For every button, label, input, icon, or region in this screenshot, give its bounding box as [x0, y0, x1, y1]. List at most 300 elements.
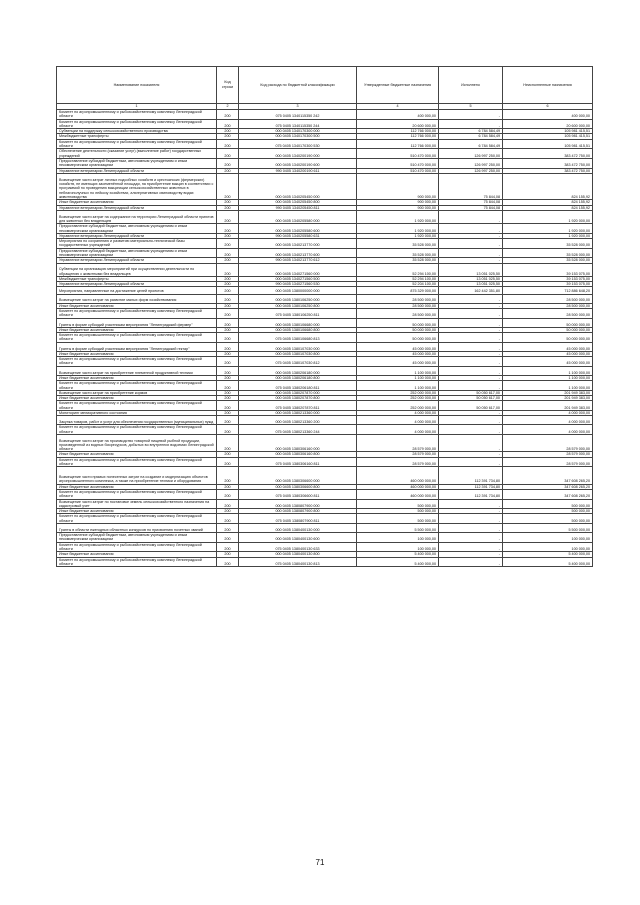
- row-executed: -: [439, 435, 503, 452]
- row-line-code: 200: [217, 514, 239, 524]
- row-unexecuted: 39 153 075,00: [503, 263, 593, 276]
- row-budget-code: 000 0405 1340205580 000: [239, 210, 357, 223]
- row-executed: 126 997 250,00: [439, 158, 503, 168]
- table-row: [57, 366, 593, 375]
- row-line-code: 200: [217, 523, 239, 532]
- row-line-code: 200: [217, 258, 239, 263]
- row-line-code: 200: [217, 168, 239, 173]
- header-line-code: Код строки: [217, 67, 239, 104]
- row-approved: 460 000 000,00: [357, 484, 439, 489]
- row-approved: 112 766 000,00: [357, 134, 439, 139]
- header-executed: Исполнено: [439, 67, 503, 104]
- row-budget-code: 000 0405 1340271560 500: [239, 276, 357, 281]
- row-approved: 500 000,00: [357, 514, 439, 524]
- row-unexecuted: 45 000 000,00: [503, 351, 593, 356]
- row-name: Иные бюджетные ассигнования: [57, 484, 217, 489]
- row-budget-code: 075 0405 1340170300 530: [239, 139, 357, 149]
- row-name: Иные бюджетные ассигнования: [57, 351, 217, 356]
- row-unexecuted: 35 528 000,00: [503, 239, 593, 249]
- row-line-code: 200: [217, 134, 239, 139]
- row-name: Гранты в форме субсидий участникам мероприятия "Ленинградский фермер": [57, 318, 217, 327]
- row-name: Возмещение части затрат личных подсобных хозяйств и крестьянских (фермерских) хозяйств, не имеющих засеменённой площади, на приобретение вакцин в соответствии с программой по проведению вакцинации сельскохозяйственных животных в неблагополучных по лейкозу хозяйствах, альтернативных свиноводству видах животноводства: [57, 173, 217, 200]
- row-approved: 45 000 000,00: [357, 351, 439, 356]
- row-approved: 500 000,00: [357, 499, 439, 509]
- row-executed: -: [439, 411, 503, 416]
- row-unexecuted: 1 920 000,00: [503, 224, 593, 234]
- row-approved: 100 000,00: [357, 542, 439, 552]
- row-budget-code: 000 0405 1380807900 000: [239, 499, 357, 509]
- row-executed: -: [439, 248, 503, 258]
- row-unexecuted: 45 000 000,00: [503, 357, 593, 367]
- row-line-code: 200: [217, 309, 239, 319]
- table-row: [57, 357, 593, 367]
- table-row: [57, 139, 593, 149]
- row-approved: 252 000 000,00: [357, 396, 439, 401]
- row-executed: -: [439, 318, 503, 327]
- row-line-code: 200: [217, 224, 239, 234]
- row-approved: 28 579 000,00: [357, 435, 439, 452]
- row-line-code: 200: [217, 375, 239, 380]
- row-approved: 510 470 000,00: [357, 168, 439, 173]
- row-approved: 28 500 000,00: [357, 309, 439, 319]
- row-executed: 75 844,08: [439, 200, 503, 205]
- row-unexecuted: 347 608 265,20: [503, 484, 593, 489]
- row-executed: -: [439, 509, 503, 514]
- row-executed: -: [439, 375, 503, 380]
- row-unexecuted: 50 000 000,00: [503, 318, 593, 327]
- row-budget-code: 075 0405 1380106680 813: [239, 333, 357, 343]
- row-executed: -: [439, 351, 503, 356]
- row-budget-code: 000 0405 1340271560 000: [239, 263, 357, 276]
- row-unexecuted: 100 000,00: [503, 542, 593, 552]
- row-line-code: 200: [217, 390, 239, 395]
- row-name: Возмещение части затрат по постановке земель сельскохозяйственного назначения на кадастровый учет: [57, 499, 217, 509]
- table-row: [57, 173, 593, 200]
- row-approved: 50 000 000,00: [357, 333, 439, 343]
- row-approved: 510 470 000,00: [357, 158, 439, 168]
- row-name: Гранты в форме субсидий участникам мероприятия "Ленинградский гектар": [57, 342, 217, 351]
- table-row: [57, 119, 593, 129]
- row-budget-code: 000 0405 1380306600 000: [239, 467, 357, 484]
- row-line-code: 200: [217, 467, 239, 484]
- row-budget-code: 075 0405 1380807900 811: [239, 514, 357, 524]
- row-unexecuted: 500 000,00: [503, 514, 593, 524]
- row-line-code: 200: [217, 318, 239, 327]
- row-budget-code: 000 0405 1380106250 000: [239, 294, 357, 303]
- row-approved: 112 766 000,00: [357, 129, 439, 134]
- table-row: [57, 557, 593, 567]
- row-executed: -: [439, 309, 503, 319]
- row-line-code: 200: [217, 210, 239, 223]
- row-approved: 52 204 100,00: [357, 282, 439, 287]
- table-row: [57, 416, 593, 425]
- row-executed: -: [439, 514, 503, 524]
- row-name: Предоставление субсидий бюджетным, автономным учреждениям и иным некоммерческим организациям: [57, 224, 217, 234]
- row-approved: 5 500 000,00: [357, 523, 439, 532]
- row-executed: 50 050 617,00: [439, 390, 503, 395]
- row-budget-code: 000 0405 1380106680 800: [239, 327, 357, 332]
- row-budget-code: 990 0405 1340200190 611: [239, 168, 357, 173]
- row-budget-code: 000 0405 1380206180 000: [239, 366, 357, 375]
- row-unexecuted: 105 981 415,51: [503, 139, 593, 149]
- row-approved: 252 000 000,00: [357, 390, 439, 395]
- header-budget-code: Код расхода по бюджетной классификации: [239, 67, 357, 104]
- row-executed: -: [439, 210, 503, 223]
- table-row: [57, 489, 593, 499]
- row-line-code: 200: [217, 233, 239, 238]
- row-name: Межбюджетные трансферты: [57, 134, 217, 139]
- row-executed: -: [439, 452, 503, 457]
- column-number: 2: [217, 104, 239, 110]
- page-number: 71: [315, 858, 325, 867]
- row-budget-code: 075 0405 1380107030 812: [239, 357, 357, 367]
- row-budget-code: 000 0405 1340170300 500: [239, 134, 357, 139]
- row-unexecuted: 45 000 000,00: [503, 342, 593, 351]
- row-approved: 20 600 000,00: [357, 119, 439, 129]
- row-line-code: 200: [217, 401, 239, 411]
- row-budget-code: 000 0405 1380400130 800: [239, 552, 357, 557]
- table-row: [57, 333, 593, 343]
- row-budget-code: 000 0405 1380400130 000: [239, 523, 357, 532]
- row-approved: 1 920 000,00: [357, 210, 439, 223]
- row-executed: -: [439, 233, 503, 238]
- row-unexecuted: 100 000,00: [503, 533, 593, 543]
- row-executed: -: [439, 425, 503, 435]
- table-row: [57, 457, 593, 467]
- row-name: Межбюджетные трансферты: [57, 276, 217, 281]
- row-line-code: 200: [217, 416, 239, 425]
- table-row: [57, 435, 593, 452]
- row-line-code: 200: [217, 357, 239, 367]
- row-name: Иные бюджетные ассигнования: [57, 303, 217, 308]
- row-name: Иные бюджетные ассигнования: [57, 327, 217, 332]
- row-name: Комитет по агропромышленному и рыбохозяйственному комплексу Ленинградской области: [57, 309, 217, 319]
- row-approved: 45 000 000,00: [357, 357, 439, 367]
- row-budget-code: 000 0405 1340213770 000: [239, 239, 357, 249]
- row-unexecuted: 35 528 000,00: [503, 248, 593, 258]
- row-executed: -: [439, 303, 503, 308]
- row-unexecuted: 824 155,92: [503, 200, 593, 205]
- row-approved: 35 528 000,00: [357, 258, 439, 263]
- row-line-code: 200: [217, 110, 239, 120]
- table-row: [57, 542, 593, 552]
- row-line-code: 200: [217, 248, 239, 258]
- row-executed: 75 844,08: [439, 205, 503, 210]
- row-unexecuted: 347 608 265,20: [503, 489, 593, 499]
- row-budget-code: 075 0405 1380400130 633: [239, 542, 357, 552]
- row-name: Комитет по агропромышленному и рыбохозяйственному комплексу Ленинградской области: [57, 139, 217, 149]
- row-budget-code: 075 0405 1380213360 244: [239, 425, 357, 435]
- row-unexecuted: 50 000 000,00: [503, 333, 593, 343]
- row-budget-code: 000 0405 1380107030 800: [239, 351, 357, 356]
- table-row: [57, 239, 593, 249]
- column-number: 5: [439, 104, 503, 110]
- row-approved: 35 528 000,00: [357, 248, 439, 258]
- row-unexecuted: 1 100 000,00: [503, 375, 593, 380]
- row-name: Предоставление субсидий бюджетным, автономным учреждениям и иным некоммерческим организациям: [57, 533, 217, 543]
- table-row: [57, 523, 593, 532]
- row-line-code: 200: [217, 396, 239, 401]
- row-unexecuted: 5 400 000,00: [503, 552, 593, 557]
- row-unexecuted: 5 400 000,00: [503, 557, 593, 567]
- row-line-code: 200: [217, 342, 239, 351]
- row-unexecuted: 28 579 000,00: [503, 452, 593, 457]
- row-approved: 45 000 000,00: [357, 342, 439, 351]
- table-row: [57, 210, 593, 223]
- row-name: Комитет по агропромышленному и рыбохозяйственному комплексу Ленинградской области: [57, 357, 217, 367]
- row-line-code: 200: [217, 499, 239, 509]
- row-name: Комитет по агропромышленному и рыбохозяйственному комплексу Ленинградской области: [57, 489, 217, 499]
- row-line-code: 200: [217, 484, 239, 489]
- row-budget-code: 000 0405 1340200190 000: [239, 149, 357, 159]
- column-number: 4: [357, 104, 439, 110]
- row-budget-code: 000 0405 1340170300 000: [239, 129, 357, 134]
- row-approved: 5 400 000,00: [357, 557, 439, 567]
- row-executed: 75 844,08: [439, 173, 503, 200]
- row-unexecuted: 39 153 075,00: [503, 276, 593, 281]
- row-line-code: 200: [217, 489, 239, 499]
- row-name: Возмещение части затрат на развитие малых форм хозяйствования: [57, 294, 217, 303]
- table-row: [57, 309, 593, 319]
- row-approved: 28 579 000,00: [357, 457, 439, 467]
- row-unexecuted: 4 000 000,00: [503, 425, 593, 435]
- table-row: [57, 401, 593, 411]
- row-budget-code: 000 0405 1340213770 600: [239, 248, 357, 258]
- table-row: [57, 248, 593, 258]
- row-unexecuted: 105 981 415,51: [503, 129, 593, 134]
- row-budget-code: 000 0405 1340205450 800: [239, 200, 357, 205]
- row-line-code: 200: [217, 282, 239, 287]
- row-line-code: 200: [217, 381, 239, 391]
- row-approved: 28 579 000,00: [357, 452, 439, 457]
- row-budget-code: 000 0405 1380207870 000: [239, 390, 357, 395]
- row-line-code: 200: [217, 239, 239, 249]
- table-row: [57, 263, 593, 276]
- row-approved: 35 528 000,00: [357, 239, 439, 249]
- row-unexecuted: 383 472 750,00: [503, 149, 593, 159]
- row-unexecuted: 28 579 000,00: [503, 435, 593, 452]
- row-executed: -: [439, 224, 503, 234]
- row-executed: -: [439, 342, 503, 351]
- row-budget-code: 000 0405 1380400130 600: [239, 533, 357, 543]
- table-row: [57, 318, 593, 327]
- row-name: Обеспечение деятельности (оказание услуг) (выполнение работ) государственных учреждений: [57, 149, 217, 159]
- row-name: Управление ветеринарии Ленинградской области: [57, 258, 217, 263]
- row-executed: -: [439, 357, 503, 367]
- row-name: Управление ветеринарии Ленинградской области: [57, 168, 217, 173]
- row-executed: -: [439, 327, 503, 332]
- header-unexecuted: Неисполненные назначения: [503, 67, 593, 104]
- row-name: Иные бюджетные ассигнования: [57, 509, 217, 514]
- row-executed: -: [439, 557, 503, 567]
- row-executed: 13 051 025,50: [439, 282, 503, 287]
- expenditure-table: [56, 66, 593, 567]
- table-row: [57, 342, 593, 351]
- row-name: Иные бюджетные ассигнования: [57, 452, 217, 457]
- row-approved: 460 000 000,00: [357, 489, 439, 499]
- row-approved: 5 400 000,00: [357, 552, 439, 557]
- row-executed: -: [439, 381, 503, 391]
- row-name: Гранты в области ежегодных областных конкурсов по присвоению почетных званий: [57, 523, 217, 532]
- row-name: Иные бюджетные ассигнования: [57, 552, 217, 557]
- row-name: Мероприятия по сохранению и развитию материально-технической базы государственных учреждений: [57, 239, 217, 249]
- row-unexecuted: 20 600 000,00: [503, 119, 593, 129]
- row-budget-code: 075 0405 1340115350 244: [239, 119, 357, 129]
- row-unexecuted: 383 472 750,00: [503, 168, 593, 173]
- row-executed: 112 391 734,80: [439, 467, 503, 484]
- row-budget-code: 990 0405 1340271560 530: [239, 282, 357, 287]
- row-unexecuted: 28 500 000,00: [503, 303, 593, 308]
- row-executed: -: [439, 119, 503, 129]
- row-executed: -: [439, 110, 503, 120]
- row-name: Комитет по агропромышленному и рыбохозяйственному комплексу Ленинградской области: [57, 557, 217, 567]
- row-name: Иные бюджетные ассигнования: [57, 200, 217, 205]
- row-unexecuted: 1 100 000,00: [503, 366, 593, 375]
- row-line-code: 200: [217, 129, 239, 134]
- row-unexecuted: 28 579 000,00: [503, 457, 593, 467]
- row-approved: 900 000,00: [357, 205, 439, 210]
- row-executed: 112 391 734,80: [439, 484, 503, 489]
- row-unexecuted: 500 000,00: [503, 509, 593, 514]
- row-unexecuted: 35 528 000,00: [503, 258, 593, 263]
- row-name: Мониторинг мелиоративного состояния: [57, 411, 217, 416]
- row-approved: 252 000 000,00: [357, 401, 439, 411]
- row-name: Предоставление субсидий бюджетным, автономным учреждениям и иным некоммерческим организациям: [57, 158, 217, 168]
- row-name: Предоставление субсидий бюджетным, автономным учреждениям и иным некоммерческим организациям: [57, 248, 217, 258]
- row-executed: -: [439, 499, 503, 509]
- row-unexecuted: 28 500 000,00: [503, 294, 593, 303]
- row-name: Иные бюджетные ассигнования: [57, 396, 217, 401]
- row-unexecuted: 201 949 383,00: [503, 390, 593, 395]
- row-approved: 510 470 000,00: [357, 149, 439, 159]
- row-approved: 28 500 000,00: [357, 303, 439, 308]
- row-approved: 52 294 100,00: [357, 263, 439, 276]
- row-unexecuted: 201 949 383,00: [503, 401, 593, 411]
- row-line-code: 200: [217, 351, 239, 356]
- row-executed: -: [439, 552, 503, 557]
- table-row: [57, 287, 593, 294]
- table-row: [57, 224, 593, 234]
- row-executed: 50 050 617,00: [439, 396, 503, 401]
- row-budget-code: 000 0405 1380306160 800: [239, 452, 357, 457]
- row-name: Мероприятия, направленные на достижение целей проектов: [57, 287, 217, 294]
- row-approved: 1 100 000,00: [357, 375, 439, 380]
- row-unexecuted: 1 100 000,00: [503, 381, 593, 391]
- table-row: [57, 425, 593, 435]
- row-name: Субвенции на поддержку сельскохозяйственного производства: [57, 129, 217, 134]
- row-budget-code: 075 0405 1380306600 811: [239, 489, 357, 499]
- row-budget-code: 075 0405 1380306160 811: [239, 457, 357, 467]
- row-executed: 13 051 025,50: [439, 276, 503, 281]
- row-line-code: 200: [217, 276, 239, 281]
- row-line-code: 200: [217, 158, 239, 168]
- row-unexecuted: 1 920 000,00: [503, 233, 593, 238]
- row-unexecuted: 383 472 750,00: [503, 158, 593, 168]
- row-name: Возмещение части затрат на содержание на территории Ленинградской области приютов для животных без владельцев: [57, 210, 217, 223]
- row-budget-code: 075 0405 1340115350 242: [239, 110, 357, 120]
- row-line-code: 200: [217, 542, 239, 552]
- row-unexecuted: 105 981 415,51: [503, 134, 593, 139]
- row-line-code: 200: [217, 509, 239, 514]
- row-budget-code: 000 0405 1340200190 600: [239, 158, 357, 168]
- row-line-code: 200: [217, 452, 239, 457]
- row-unexecuted: 500 000,00: [503, 499, 593, 509]
- table-row: [57, 294, 593, 303]
- row-approved: 460 000 000,00: [357, 467, 439, 484]
- row-name: Комитет по агропромышленному и рыбохозяйственному комплексу Ленинградской области: [57, 401, 217, 411]
- row-executed: 6 784 584,49: [439, 139, 503, 149]
- row-name: Комитет по агропромышленному и рыбохозяйственному комплексу Ленинградской области: [57, 542, 217, 552]
- row-approved: 1 920 000,00: [357, 233, 439, 238]
- row-executed: -: [439, 333, 503, 343]
- row-budget-code: 075 0405 1380400130 813: [239, 557, 357, 567]
- row-line-code: 200: [217, 263, 239, 276]
- row-approved: 52 294 100,00: [357, 276, 439, 281]
- row-name: Комитет по агропромышленному и рыбохозяйственному комплексу Ленинградской области: [57, 381, 217, 391]
- row-budget-code: 000 0405 1380306600 800: [239, 484, 357, 489]
- row-executed: -: [439, 239, 503, 249]
- row-executed: -: [439, 523, 503, 532]
- row-unexecuted: 4 000 000,00: [503, 416, 593, 425]
- row-approved: 1 920 000,00: [357, 224, 439, 234]
- row-unexecuted: 5 500 000,00: [503, 523, 593, 532]
- row-line-code: 200: [217, 552, 239, 557]
- row-budget-code: 000 0405 1380213360 000: [239, 411, 357, 416]
- row-budget-code: 000 0405 1380807900 800: [239, 509, 357, 514]
- row-line-code: 200: [217, 533, 239, 543]
- row-unexecuted: 50 000 000,00: [503, 327, 593, 332]
- row-line-code: 200: [217, 287, 239, 294]
- row-approved: 50 000 000,00: [357, 318, 439, 327]
- column-number: 3: [239, 104, 357, 110]
- table-row: [57, 110, 593, 120]
- row-executed: 112 391 734,80: [439, 489, 503, 499]
- row-name: Комитет по агропромышленному и рыбохозяйственному комплексу Ленинградской области: [57, 457, 217, 467]
- row-approved: 1 100 000,00: [357, 381, 439, 391]
- row-budget-code: 075 0405 1380206180 811: [239, 381, 357, 391]
- row-approved: 50 000 000,00: [357, 327, 439, 332]
- row-budget-code: 000 0405 1380207870 800: [239, 396, 357, 401]
- row-executed: -: [439, 258, 503, 263]
- row-line-code: 200: [217, 557, 239, 567]
- table-header-row: [57, 67, 593, 104]
- row-approved: 112 766 000,00: [357, 139, 439, 149]
- row-line-code: 200: [217, 327, 239, 332]
- row-executed: 6 784 584,49: [439, 134, 503, 139]
- row-budget-code: 990 0405 1340205450 811: [239, 205, 357, 210]
- row-budget-code: 000 0405 1380107030 000: [239, 342, 357, 351]
- row-budget-code: 000 0405 1380213360 200: [239, 416, 357, 425]
- row-line-code: 200: [217, 200, 239, 205]
- row-budget-code: 000 0405 1380106680 000: [239, 318, 357, 327]
- row-executed: 13 051 025,50: [439, 263, 503, 276]
- row-line-code: 200: [217, 139, 239, 149]
- row-unexecuted: 347 608 265,20: [503, 467, 593, 484]
- row-approved: 4 000 000,00: [357, 411, 439, 416]
- row-executed: -: [439, 366, 503, 375]
- header-name: Наименование показателя: [57, 67, 217, 104]
- table-row: [57, 499, 593, 509]
- row-executed: 50 050 617,00: [439, 401, 503, 411]
- row-approved: 400 000,00: [357, 110, 439, 120]
- row-name: Возмещение части затрат на приобретение племенной продуктивной техники: [57, 366, 217, 375]
- row-line-code: 200: [217, 294, 239, 303]
- row-unexecuted: 400 000,00: [503, 110, 593, 120]
- row-approved: 28 500 000,00: [357, 294, 439, 303]
- row-executed: -: [439, 542, 503, 552]
- row-approved: 4 000 000,00: [357, 425, 439, 435]
- row-name: Комитет по агропромышленному и рыбохозяйственному комплексу Ленинградской области: [57, 333, 217, 343]
